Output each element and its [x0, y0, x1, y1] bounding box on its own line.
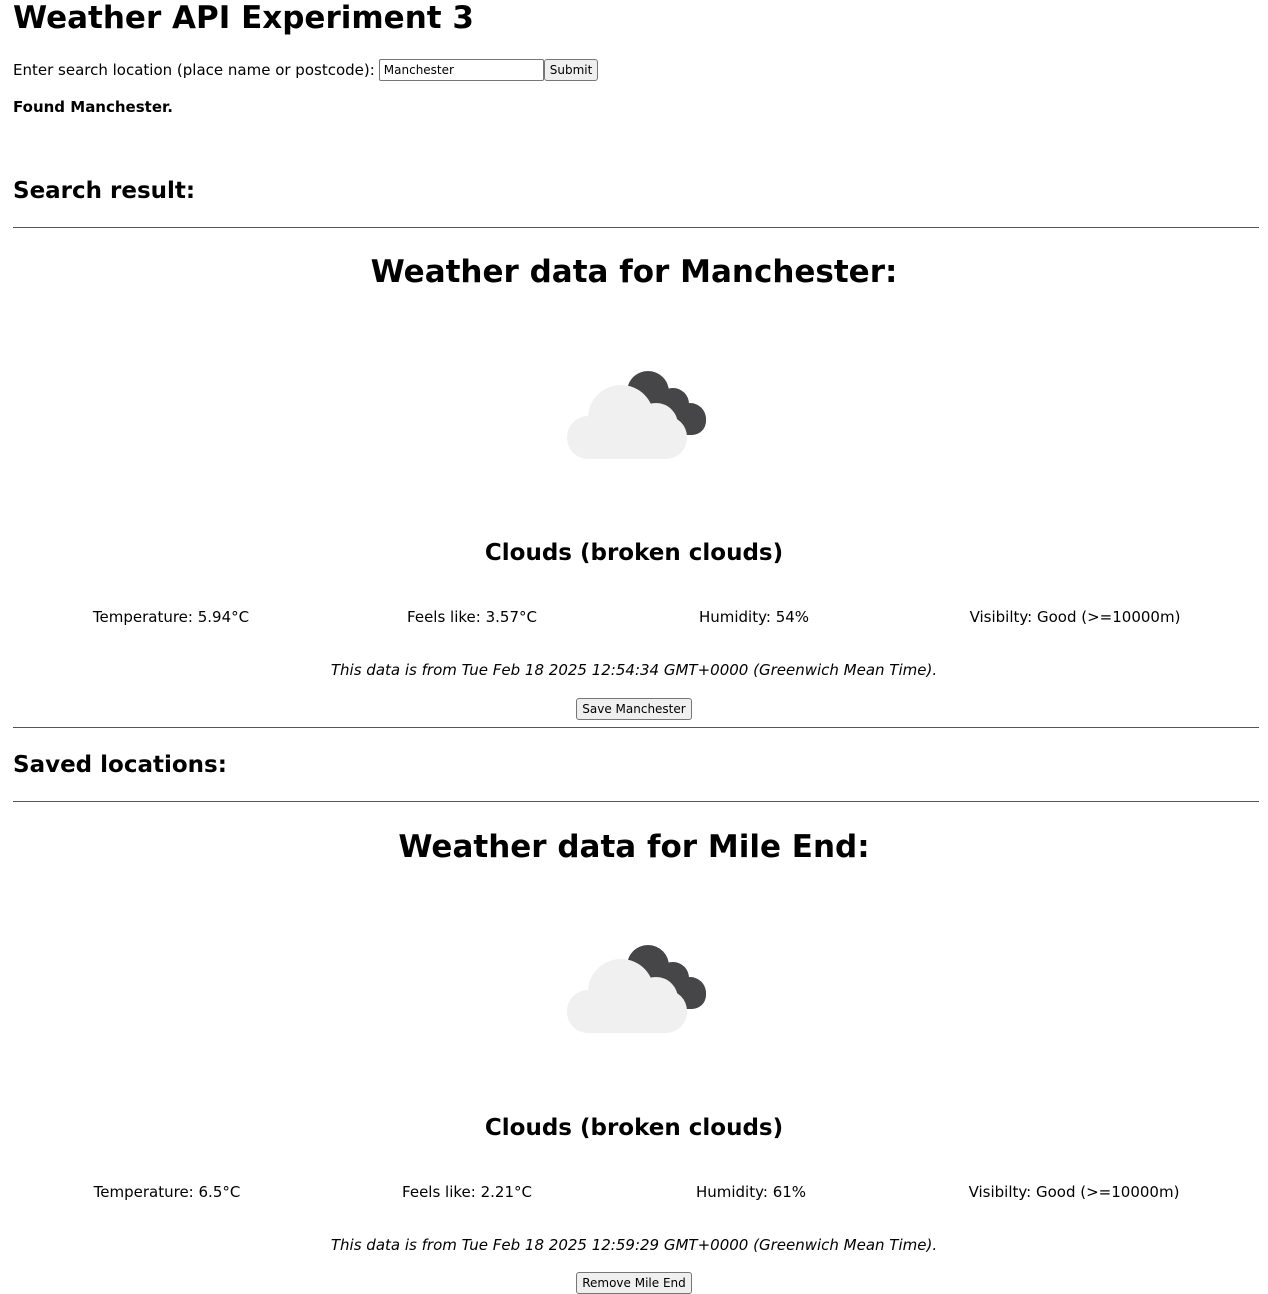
- temperature-value: Temperature: 6.5°C: [93, 1183, 241, 1201]
- divider: [13, 227, 1259, 228]
- saved-locations-heading: Saved locations:: [13, 752, 227, 778]
- weather-description: Clouds (broken clouds): [484, 540, 784, 566]
- feels-like-value: Feels like: 3.57°C: [407, 608, 537, 626]
- save-location-button[interactable]: Save Manchester: [576, 698, 691, 720]
- broken-clouds-icon: [559, 940, 709, 1040]
- humidity-value: Humidity: 61%: [695, 1183, 807, 1201]
- search-status: Found Manchester.: [13, 98, 173, 116]
- divider: [13, 801, 1259, 802]
- feels-like-value: Feels like: 2.21°C: [402, 1183, 532, 1201]
- divider: [13, 727, 1259, 728]
- temperature-value: Temperature: 5.94°C: [92, 608, 250, 626]
- data-timestamp: This data is from Tue Feb 18 2025 12:59:29 GMT+0000 (Greenwich Mean Time).: [330, 1236, 938, 1254]
- search-label: Enter search location (place name or postcode):: [13, 61, 375, 79]
- visibility-value: Visibilty: Good (>=10000m): [968, 1183, 1180, 1201]
- search-form: [13, 58, 598, 82]
- submit-button[interactable]: Submit: [544, 59, 599, 81]
- search-input[interactable]: [379, 59, 544, 81]
- weather-description: Clouds (broken clouds): [484, 1115, 784, 1141]
- weather-card-title: Weather data for Manchester:: [370, 254, 898, 290]
- humidity-value: Humidity: 54%: [698, 608, 810, 626]
- broken-clouds-icon: [559, 366, 709, 466]
- weather-card-title: Weather data for Mile End:: [398, 829, 870, 865]
- page-title: Weather API Experiment 3: [13, 0, 474, 36]
- visibility-value: Visibilty: Good (>=10000m): [969, 608, 1181, 626]
- remove-location-button[interactable]: Remove Mile End: [576, 1272, 692, 1294]
- data-timestamp: This data is from Tue Feb 18 2025 12:54:34 GMT+0000 (Greenwich Mean Time).: [330, 661, 938, 679]
- search-result-heading: Search result:: [13, 178, 196, 204]
